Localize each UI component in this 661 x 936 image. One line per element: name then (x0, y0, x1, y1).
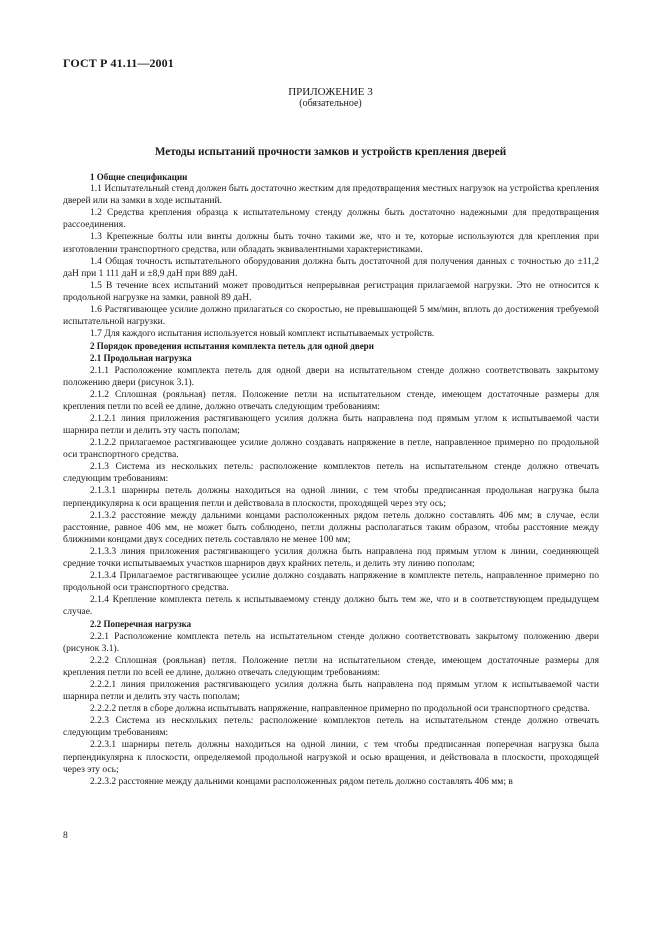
paragraph: 2.1.3.4 Прилагаемое растягивающее усилие должно создавать напряжение в комплекте петель, направленное примерно по продольной оси транспортного средства. (63, 571, 599, 594)
body-text (63, 171, 599, 788)
paragraph: 2.1.3.2 расстояние между дальними концами расположенных рядом петель должно составлять 406 мм; в случае, если расстояние, равное 406 мм, не может быть соблюдено, петли должны располагаться таким образом, чтобы расстояние между ближними концами двух соседних петель составляло не менее 100 мм; (63, 510, 599, 545)
paragraph: 2.1.4 Крепление комплекта петель к испытываемому стенду должно быть тем же, что и в соответствующем предыдущем случае. (63, 595, 599, 618)
paragraph: 1.2 Средства крепления образца к испытательному стенду должны быть достаточно надежными для предотвращения рассоединения. (63, 208, 599, 231)
paragraph: 2.1.2.2 прилагаемое растягивающее усилие должно создавать напряжение в петле, направленное примерно по продольной оси транспортного средства. (63, 438, 599, 461)
paragraph: 2.1.2 Сплошная (рояльная) петля. Положение петли на испытательном стенде, имеющем достаточные размеры для крепления петли по всей ее длине, должно отвечать следующим требованиям: (63, 389, 599, 412)
appendix-title: ПРИЛОЖЕНИЕ 3 (288, 86, 373, 98)
paragraph: 2.2.3.1 шарниры петель должны находиться на одной линии, с тем чтобы предписанная поперечная нагрузка была перпендикулярна к плоскости, определяемой продольной нагрузкой и осью вращения, и действовала в плоскости, проходящей через эту ось; (63, 740, 599, 775)
document-title: Методы испытаний прочности замков и устройств крепления дверей (154, 146, 507, 158)
paragraph: 2.2.1 Расположение комплекта петель на испытательном стенде должно соответствовать закрытому положению двери (рисунок 3.1). (63, 631, 599, 654)
paragraph: 2.2.3 Система из нескольких петель: расположение комплектов петель на испытательном стенде должно отвечать следующим требованиям: (63, 716, 599, 739)
paragraph: 2.2.2.1 линия приложения растягивающего усилия должна быть направлена под прямым углом к испытываемой части шарнира петли и делить эту часть пополам; (63, 679, 599, 703)
document-header: ГОСТ Р 41.11—2001 (63, 56, 174, 70)
paragraph: 1.3 Крепежные болты или винты должны быть точно такими же, что и те, которые используются для крепления при изготовлении транспортного средства, или обладать эквивалентными характеристиками. (63, 232, 599, 255)
section-heading: 2.2 Поперечная нагрузка (90, 619, 192, 630)
page-number: 8 (63, 831, 68, 841)
paragraph: 2.2.3.2 расстояние между дальними концами расположенных рядом петель должно составлять 406 мм; в (90, 776, 513, 787)
paragraph: 2.2.2 Сплошная (рояльная) петля. Положение петли на испытательном стенде, имеющем достаточные размеры для крепления петли по всей ее длине, должно отвечать следующим требованиям: (63, 655, 599, 678)
paragraph: 2.2.2.2 петля в сборе должна испытывать напряжение, направленное примерно по продольной оси транспортного средства. (90, 704, 590, 715)
paragraph: 1.6 Растягивающее усилие должно прилагаться со скоростью, не превышающей 5 мм/мин, вплоть до достижения требуемой испытательной нагрузки. (63, 305, 599, 328)
paragraph: 1.7 Для каждого испытания используется новый комплект испытываемых устройств. (90, 329, 435, 340)
paragraph: 2.1.3 Система из нескольких петель: расположение комплектов петель на испытательном стенде должно отвечать следующим требованиям: (63, 462, 599, 485)
section-heading: 2 Порядок проведения испытания комплекта петель для одной двери (90, 341, 374, 352)
paragraph: 2.1.2.1 линия приложения растягивающего усилия должна быть направлена под прямым углом к испытываемой части шарнира петли и делить эту часть пополам; (63, 413, 599, 436)
section-heading: 1 Общие спецификации (90, 172, 188, 182)
paragraph: 2.1.3.3 линия приложения растягивающего усилия должна быть направлена под прямым углом к линии, соединяющей средние точки испытываемых участков шарниров двух крайних петель, и делить эту линию пополам; (63, 546, 599, 569)
appendix-subtitle: (обязательное) (299, 98, 362, 109)
paragraph: 1.5 В течение всех испытаний может проводиться непрерывная регистрация прилагаемой нагрузки. Это не относится к продольной нагрузке на замки, равной 89 даН. (63, 280, 599, 303)
paragraph: 2.1.1 Расположение комплекта петель для одной двери на испытательном стенде должно соответствовать закрытому положению двери (рисунок 3.1). (63, 365, 599, 388)
paragraph: 1.4 Общая точность испытательного оборудования должна быть достаточной для получения данных с точностью до ±11,2 даН при 1 111 даН и ±8,9 даН при 889 даН. (63, 256, 599, 279)
section-heading: 2.1 Продольная нагрузка (90, 353, 192, 364)
paragraph: 1.1 Испытательный стенд должен быть достаточно жестким для предотвращения местных нагрузок на устройства крепления дверей или на замки в ходе испытаний. (63, 184, 599, 207)
paragraph: 2.1.3.1 шарниры петель должны находиться на одной линии, с тем чтобы предписанная продольная нагрузка была перпендикулярна к оси вращения петли и действовала в плоскости, проходящей через эту ось; (63, 486, 599, 509)
